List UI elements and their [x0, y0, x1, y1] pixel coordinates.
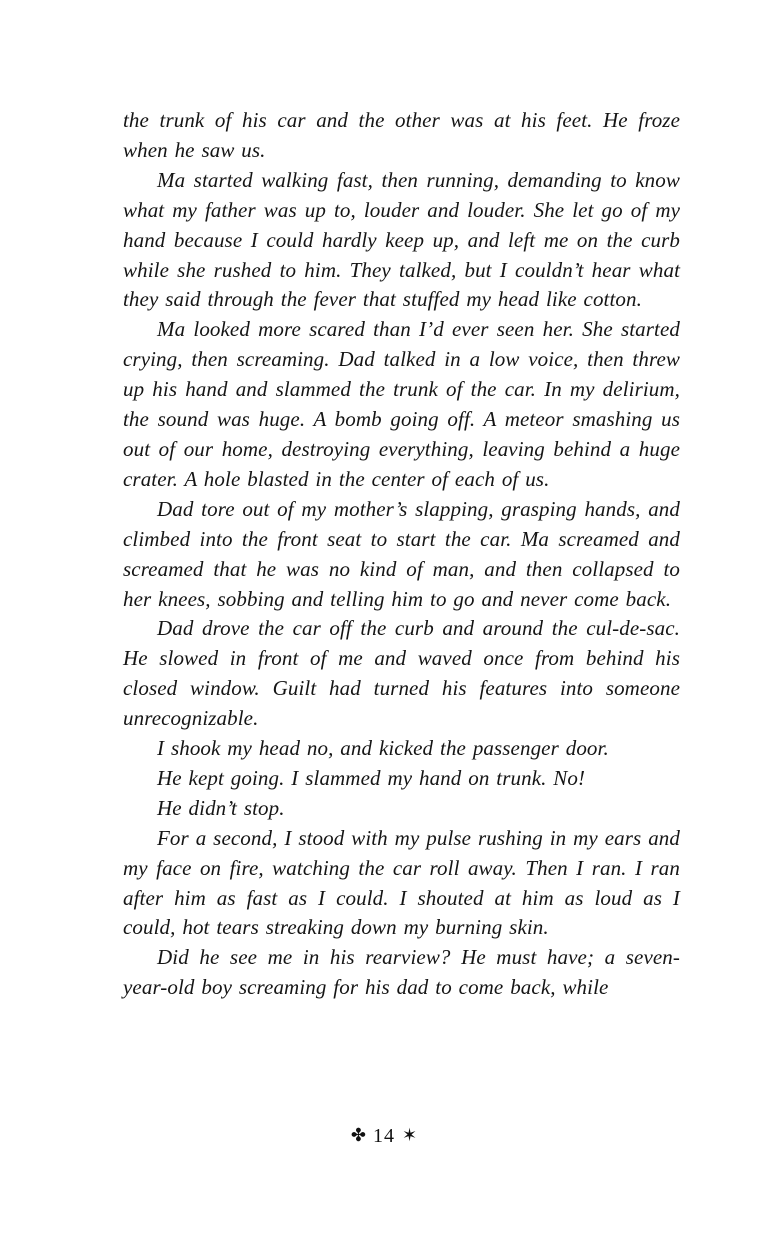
paragraph: For a second, I stood with my pulse rushing in my ears and my face on fire, watching the car roll away. Then I ran. I ran after him as fast as I could. I shouted at him as loud as I could, hot tears streaking down my burning skin. [123, 825, 680, 940]
paragraph: Ma looked more scared than I’d ever seen her. She started crying, then screaming. Dad talked in a low voice, then threw up his hand and slammed the trunk of the car. In my delirium, the sound was huge. A bomb going off. A meteor smashing us out of our home, destroying everything, leaving behind a huge crater. A hole blasted in the center of each of us. [123, 317, 680, 491]
paragraph: Dad drove the car off the curb and around the cul-de-sac. He slowed in front of me and waved once from behind his closed window. Guilt had turned his features into someone unrecognizable. [123, 616, 680, 731]
ornament-star-icon: ✶ [402, 1125, 418, 1145]
page-footer [0, 1125, 768, 1148]
paragraph: He didn’t stop. [157, 795, 285, 820]
page-number: 14 [373, 1125, 395, 1147]
paragraph: Ma started walking fast, then running, demanding to know what my father was up to, louder and louder. She let go of my hand because I could hardly keep up, and left me on the curb while she rushed to him. They talked, but I couldn’t hear what they said through the fever that stuffed my head like cotton. [123, 167, 680, 312]
ornament-flower-icon: ✤ [350, 1125, 366, 1145]
page-body-text [123, 106, 680, 1003]
paragraph: I shook my head no, and kicked the passenger door. [157, 736, 609, 761]
paragraph: He kept going. I slammed my hand on trunk. No! [157, 765, 586, 790]
paragraph: Dad tore out of my mother’s slapping, grasping hands, and climbed into the front seat to start the car. Ma screamed and screamed that he was no kind of man, and then collapsed to her knees, sobbing and telling him to go and never come back. [123, 496, 680, 611]
paragraph: the trunk of his car and the other was at his feet. He froze when he saw us. [123, 108, 680, 162]
paragraph: Did he see me in his rearview? He must have; a seven-year-old boy screaming for his dad to come back, while [123, 945, 680, 1000]
